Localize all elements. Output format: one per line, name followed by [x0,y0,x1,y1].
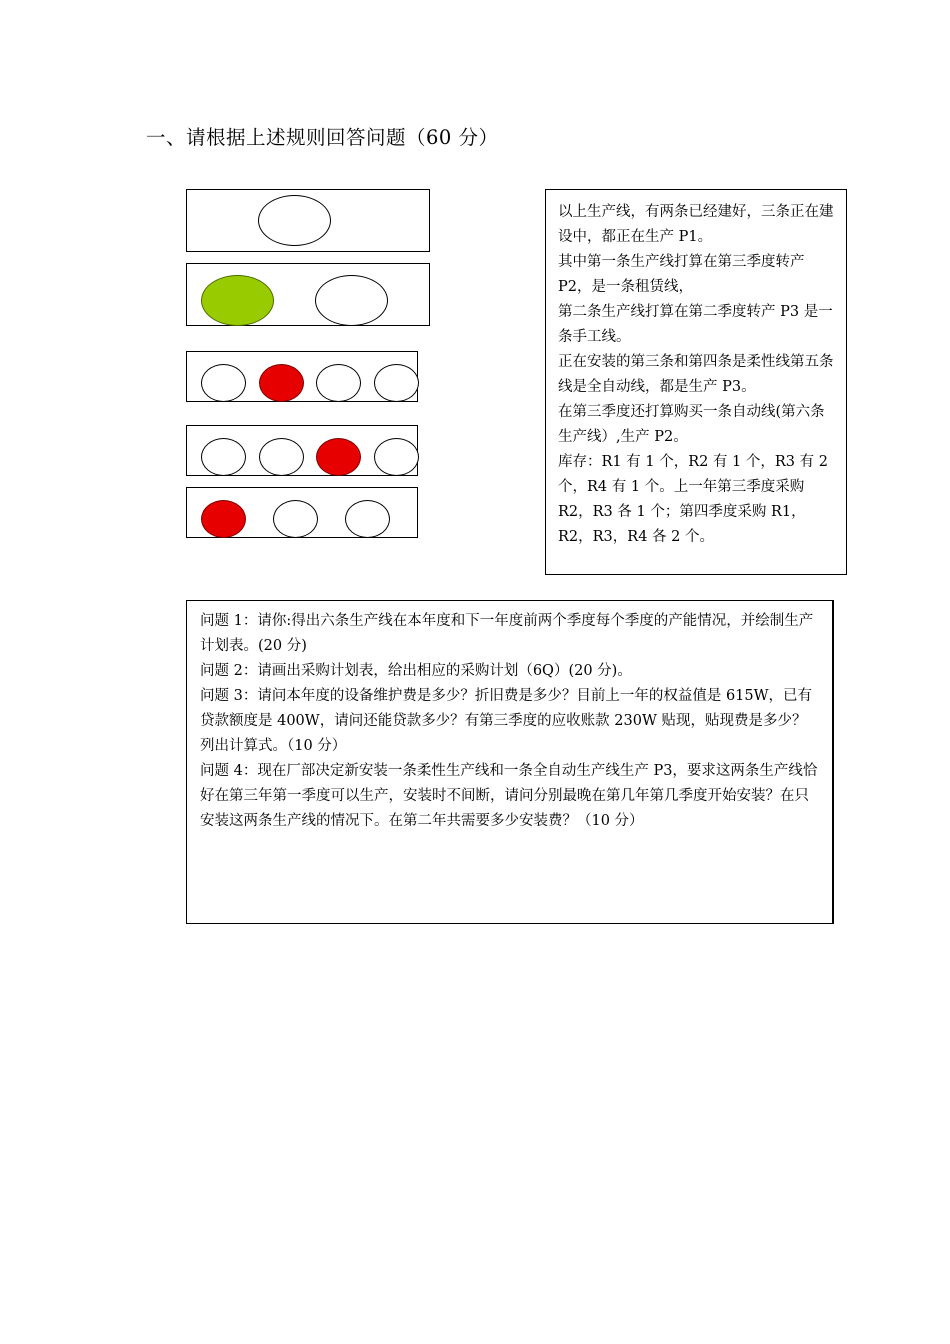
machine-idle [374,438,419,476]
production-line-4 [186,425,418,476]
machine-running [201,500,246,538]
info-paragraph: 第二条生产线打算在第二季度转产 P3 是一条手工线。 [558,304,833,345]
machine-running [259,364,304,402]
info-paragraph: 库存：R1 有 1 个，R2 有 1 个，R3 有 2 个，R4 有 1 个。上一年第三季度采购 R2，R3 各 1 个；第四季度采购 R1，R2，R3，R4 各 2 个。 [558,454,828,545]
production-line-1 [186,189,430,252]
info-paragraph: 正在安装的第三条和第四条是柔性线第五条线是全自动线，都是生产 P3。 [558,354,834,395]
machine-idle [259,438,304,476]
production-line-3 [186,351,418,402]
production-line-2 [186,263,430,326]
info-paragraph: 在第三季度还打算购买一条自动线(第六条生产线）,生产 P2。 [558,404,825,445]
machine-idle [201,364,246,402]
question-1: 问题 1：请你:得出六条生产线在本年度和下一年度前两个季度每个季度的产能情况，并绘制生产计划表。(20 分) [200,613,814,654]
questions-box [186,600,834,924]
question-4: 问题 4：现在厂部决定新安装一条柔性生产线和一条全自动生产线生产 P3，要求这两条生产线恰好在第三年第一季度可以生产，安装时不间断，请问分别最晚在第几年第几季度开始安装？在只安装这两条生产线的情况下。在第二年共需要多少安装费？（10 分） [200,763,818,829]
machine-idle [201,438,246,476]
info-paragraph: 其中第一条生产线打算在第三季度转产 P2，是一条租赁线， [558,254,805,295]
machine-green [201,275,274,326]
machine-running [316,438,361,476]
machine-idle [315,275,388,326]
info-box [545,189,847,575]
question-2: 问题 2：请画出采购计划表，给出相应的采购计划（6Q）(20 分)。 [200,663,632,679]
question-3: 问题 3：请问本年度的设备维护费是多少？折旧费是多少？目前上一年的权益值是 615W，已有贷款额度是 400W，请问还能贷款多少？有第三季度的应收账款 230W 贴现，贴现费是多少？列出计算式。（10 分） [200,688,813,754]
machine-idle [273,500,318,538]
machine-idle [316,364,361,402]
production-line-5 [186,487,418,538]
machine-idle [345,500,390,538]
machine-idle [374,364,419,402]
machine-idle [258,195,331,246]
page-heading: 一、请根据上述规则回答问题（60 分） [146,126,499,149]
info-paragraph: 以上生产线，有两条已经建好，三条正在建设中，都正在生产 P1。 [558,204,834,245]
